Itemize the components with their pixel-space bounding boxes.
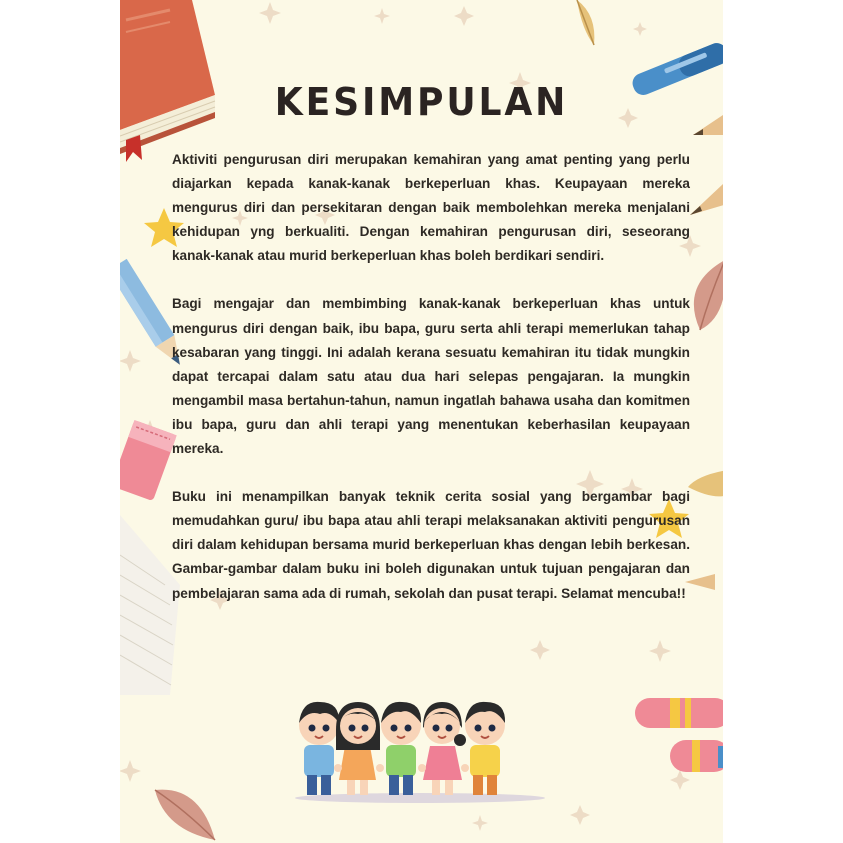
pencil-illustration [690, 175, 723, 225]
pencil-illustration [120, 255, 180, 375]
sparkle-icon [472, 815, 488, 831]
sparkle-icon [259, 2, 281, 24]
page-title: KESIMPULAN [274, 80, 569, 124]
sparkle-icon [649, 640, 671, 662]
paragraph: Buku ini menampilkan banyak teknik cerita sosial yang bergambar bagi memudahkan guru/ ibu bapa atau ahli terapi melaksanakan aktiviti pengurusan diri dalam kehidupan bersama murid berkeperluan khas dengan lebih berkesan. Gambar-gambar dalam buku ini boleh digunakan untuk tujuan pengajaran dan pembelajaran sama ada di rumah, sekolah dan pusat terapi. Selamat mencuba!! [172, 489, 690, 601]
child-figure [299, 702, 339, 795]
feather-illustration [572, 0, 622, 50]
paragraph: Aktiviti pengurusan diri merupakan kemahiran yang amat penting yang perlu diajarkan kepada kanak-kanak berkeperluan khas. Keupayaan mereka mengurus diri dan persekitaran dengan baik membolehkan mereka menjalani kehidupan yng berkualiti. Dengan kemahiran pengurusan diri, seseorang kanak-kanak atau murid berkeperluan khas boleh berdikari sendiri. [172, 152, 690, 264]
paragraph: Bagi mengajar dan membimbing kanak-kanak berkeperluan khas untuk mengurus diri dengan baik, ibu bapa, guru serta ahli terapi memerlukan tahap kesabaran yang tinggi. Ini adalah kerana sesuatu kemahiran itu tidak mungkin dapat tercapai dalam satu atau dua hari selepas pengajaran. Ia mungkin mengambil masa bertahun-tahun, namun ingatlah bahawa usaha dan komitmen ibu bapa, guru dan ahli terapi yang menentukan keberhasilan keupayaan mereka. [172, 296, 690, 457]
body-text [172, 148, 690, 630]
sparkle-icon [530, 640, 550, 660]
eraser-illustration [120, 420, 180, 510]
sparkle-icon [454, 6, 474, 26]
pencil-illustration [685, 572, 723, 592]
child-figure [381, 702, 421, 795]
leaf-illustration [150, 785, 220, 843]
sparkle-icon [633, 22, 647, 36]
feather-illustration [688, 465, 723, 505]
marker-illustration [630, 690, 723, 780]
child-figure [465, 702, 505, 795]
children-illustration [290, 690, 550, 805]
child-figure [423, 702, 466, 795]
page [120, 0, 723, 843]
sparkle-icon [374, 8, 390, 24]
child-figure [336, 702, 380, 795]
sparkle-icon [570, 805, 590, 825]
sparkle-icon [120, 760, 141, 782]
